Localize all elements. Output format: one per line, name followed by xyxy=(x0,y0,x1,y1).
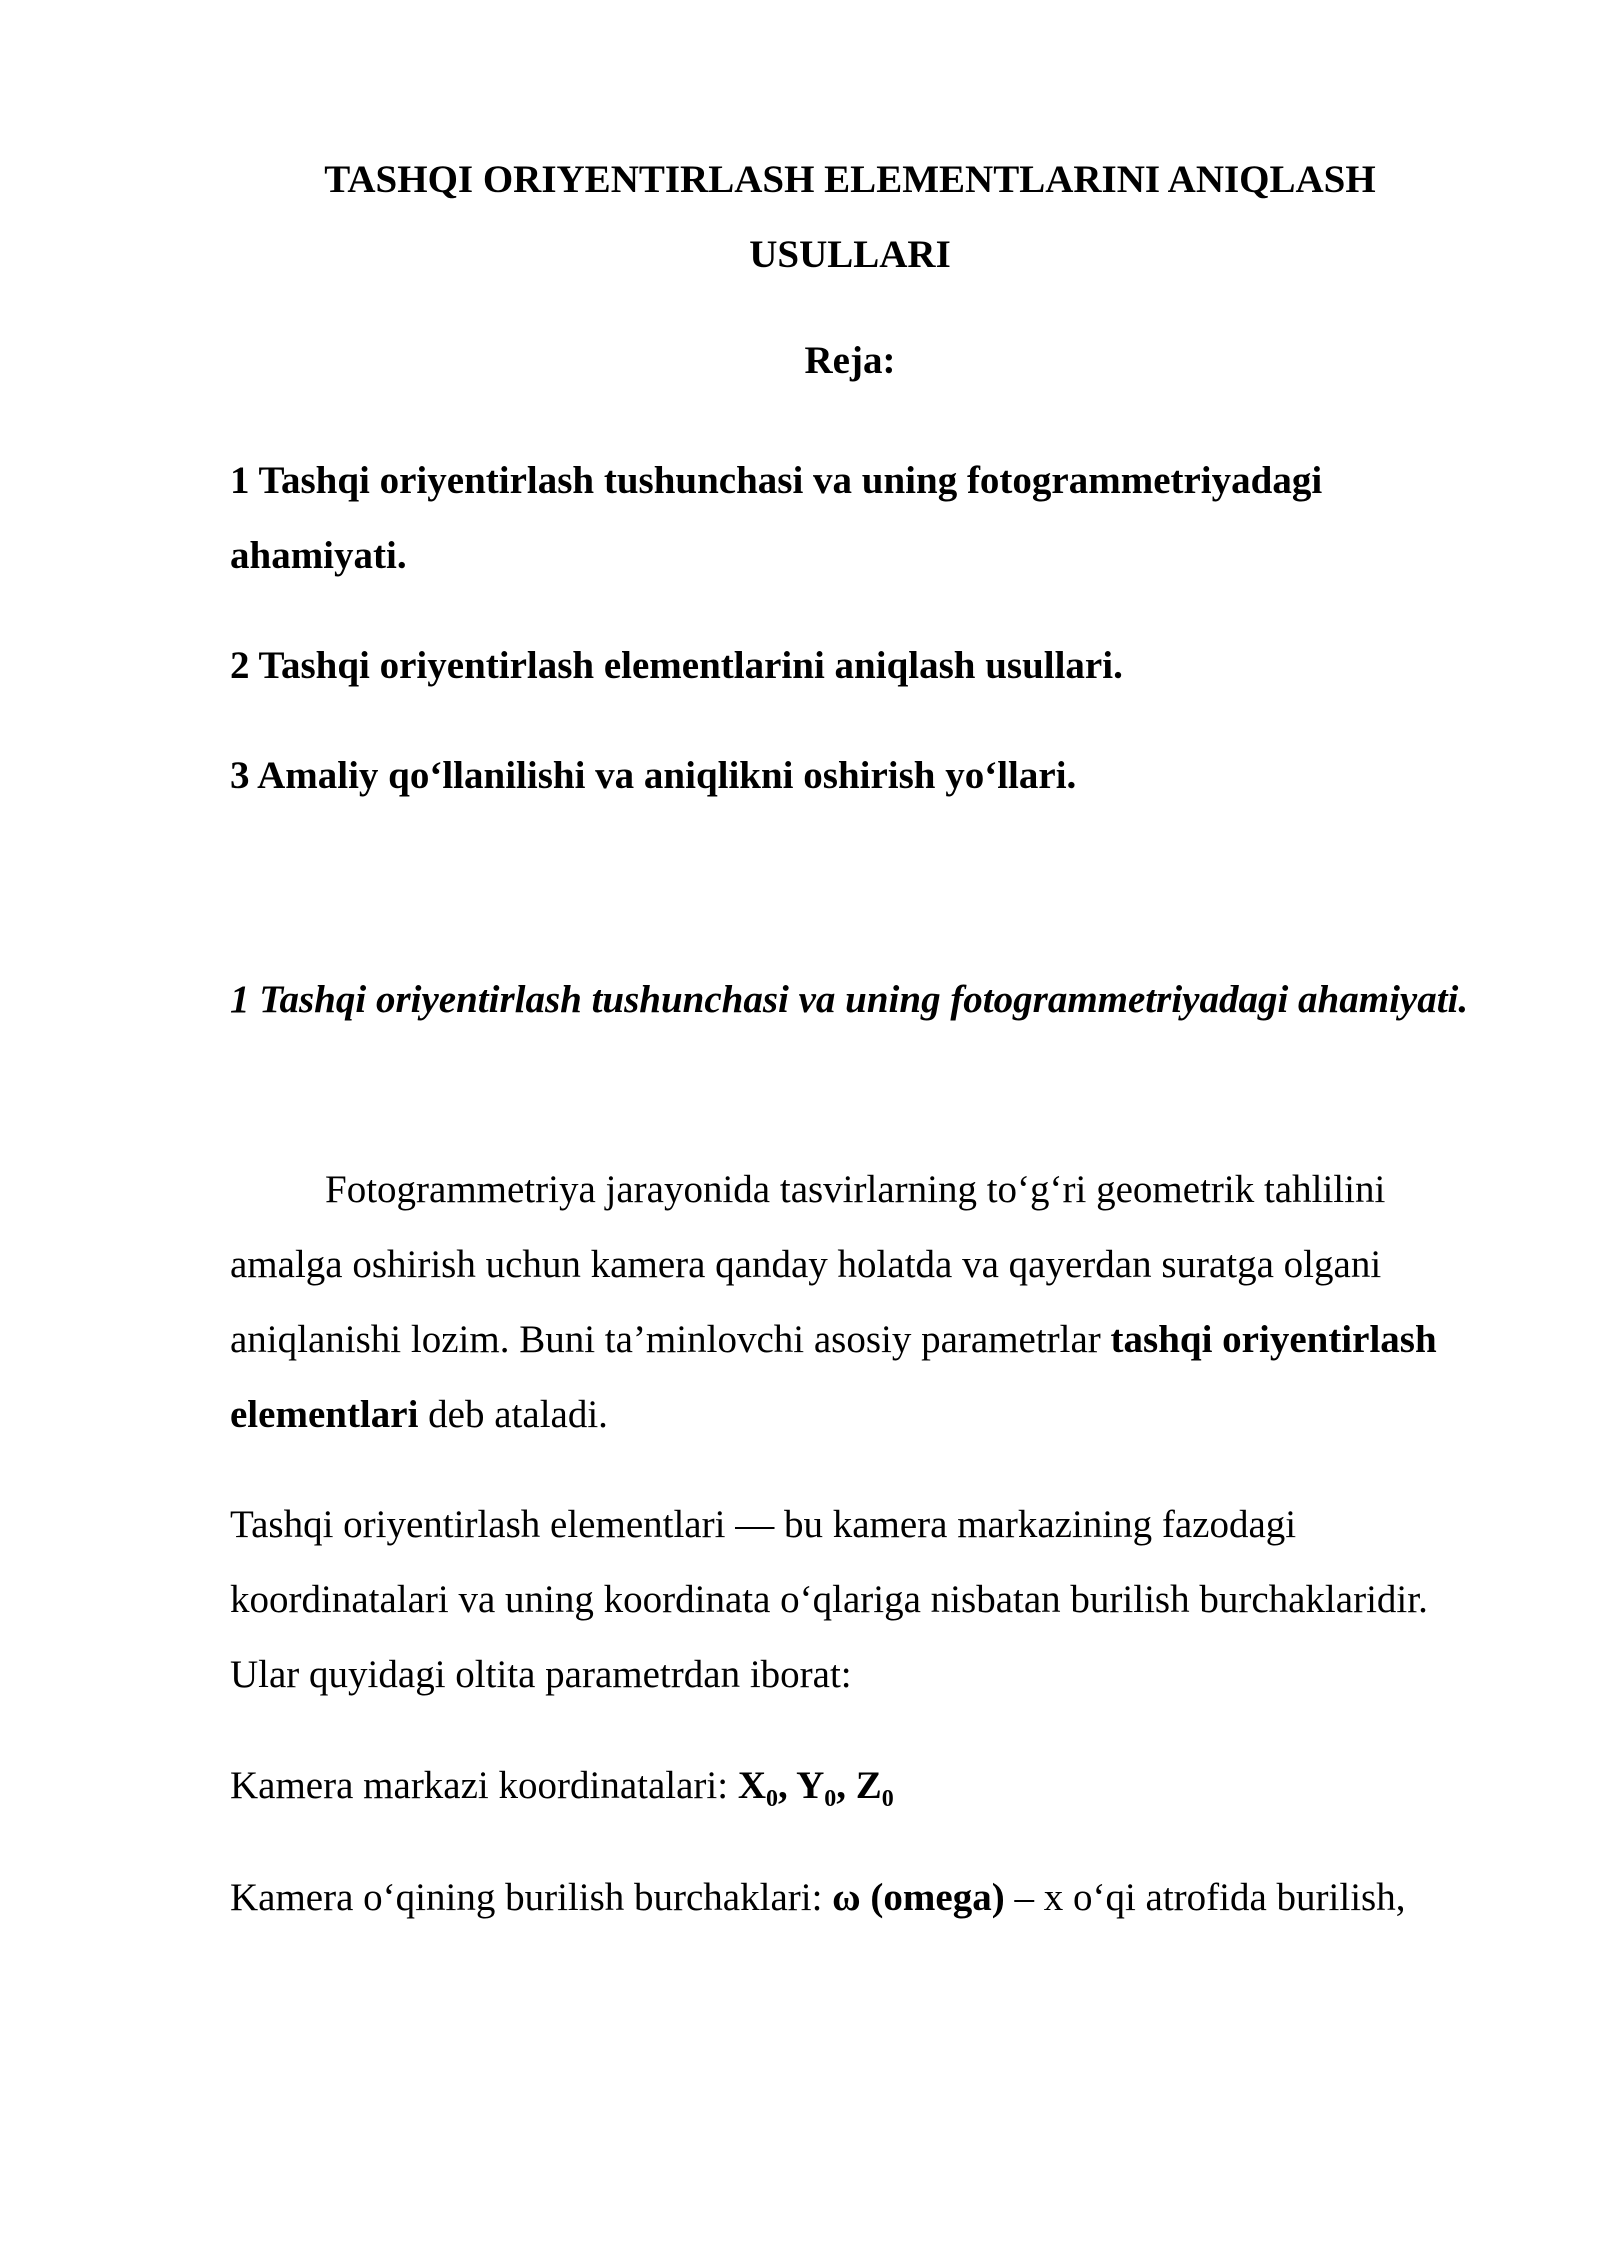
paragraph-coordinates xyxy=(230,1748,1470,1823)
document-title: TASHQI ORIYENTIRLASH ELEMENTLARINI ANIQLASH USULLARI xyxy=(324,158,1376,276)
section-1-heading: 1 Tashqi oriyentirlash tushunchasi va uning fotogrammetriyadagi ahamiyati. xyxy=(230,978,1469,1021)
coordinate-separator: , xyxy=(836,1764,856,1807)
rotation-omega: ω (omega) xyxy=(832,1876,1005,1919)
paragraph-intro-text: Fotogrammetriya jarayonida tasvirlarning to‘g‘ri geometrik tahlilini amalga oshirish uchun kamera qanday holatda va qayerdan suratga olgani aniqlanishi lozim. Buni ta’minlovchi asosiy parametrlar xyxy=(230,1168,1386,1361)
rotation-label: Kamera o‘qining burilish burchaklari: xyxy=(230,1876,833,1919)
rotation-tail: – x o‘qi atrofida burilish, xyxy=(1004,1876,1406,1919)
coordinates-label: Kamera markazi koordinatalari: xyxy=(230,1764,738,1807)
coordinate-x0: $X_0$ xyxy=(737,1764,779,1812)
coordinate-y0: $Y_0$ xyxy=(796,1764,837,1812)
plan-heading: Reja: xyxy=(804,339,896,382)
paragraph-intro-tail: deb ataladi. xyxy=(418,1393,608,1436)
paragraph-definition: Tashqi oriyentirlash elementlari — bu kamera markazining fazodagi koordinatalari va uning koordinata o‘qlariga nisbatan burilish burchaklaridir. Ular quyidagi oltita parametrdan iborat: xyxy=(230,1503,1428,1696)
plan-item-1: 1 Tashqi oriyentirlash tushunchasi va uning fotogrammetriyadagi ahamiyati. xyxy=(230,459,1323,577)
plan-item-2: 2 Tashqi oriyentirlash elementlarini aniqlash usullari. xyxy=(230,644,1123,687)
paragraph-intro xyxy=(230,1152,1470,1452)
plan-item-3: 3 Amaliy qo‘llanilishi va aniqlikni oshirish yo‘llari. xyxy=(230,754,1077,797)
paragraph-intro-bold-term: tashqi oriyentirlash elementlari xyxy=(230,1318,1437,1436)
coordinate-z0: $Z_0$ xyxy=(855,1764,894,1812)
paragraph-rotation xyxy=(230,1860,1470,1935)
coordinate-separator: , xyxy=(778,1764,797,1807)
